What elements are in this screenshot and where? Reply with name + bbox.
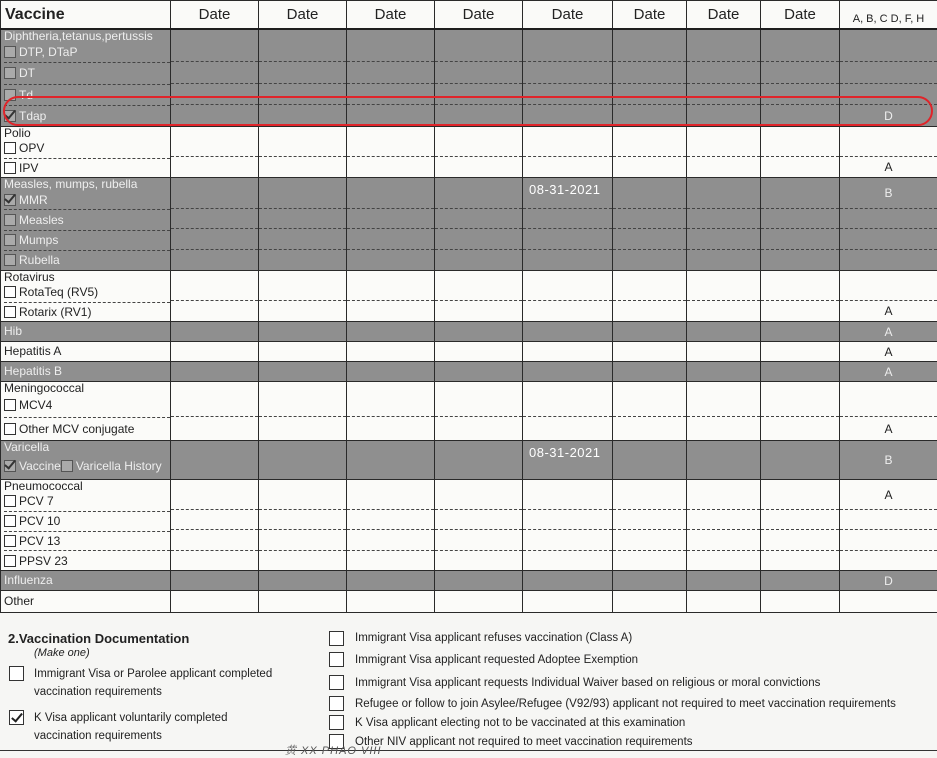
- date-cell[interactable]: [523, 127, 613, 178]
- requirement-code-cell: [840, 480, 937, 571]
- vaccine-header: Vaccine: [1, 1, 171, 30]
- date-cell[interactable]: [761, 178, 840, 271]
- date-cell[interactable]: [435, 480, 523, 571]
- vaccine-option-label: Measles: [19, 213, 64, 227]
- header-row: [1, 1, 937, 30]
- vaccine-name-cell: [1, 271, 171, 322]
- requirement-code: D: [840, 574, 937, 588]
- date-cell[interactable]: [259, 382, 347, 441]
- date-cell[interactable]: [347, 178, 435, 271]
- date-cell[interactable]: [761, 342, 840, 362]
- vaccine-group-title: Rotavirus: [4, 271, 170, 283]
- requirement-code: B: [840, 453, 937, 467]
- date-cell[interactable]: [259, 480, 347, 571]
- date-cell[interactable]: [687, 382, 761, 441]
- date-cell[interactable]: [523, 571, 613, 591]
- date-cell[interactable]: [613, 571, 687, 591]
- date-cell[interactable]: [613, 382, 687, 441]
- vaccine-checkbox[interactable]: [4, 306, 16, 318]
- handwritten-mark: 黄 XX PHAO VIII: [285, 742, 382, 758]
- date-cell[interactable]: [347, 362, 435, 382]
- date-cell[interactable]: [613, 591, 687, 613]
- date-cell[interactable]: [687, 29, 761, 127]
- vaccine-checkbox[interactable]: [4, 46, 16, 58]
- vaccine-name-cell: [1, 342, 171, 362]
- date-cell[interactable]: [613, 480, 687, 571]
- vaccine-option: [4, 302, 170, 322]
- date-value: 08-31-2021: [529, 182, 601, 197]
- date-cell[interactable]: [761, 322, 840, 342]
- date-cell[interactable]: [761, 271, 840, 322]
- vaccine-group-title: Measles, mumps, rubella: [4, 178, 170, 190]
- date-value: 08-31-2021: [529, 445, 601, 460]
- codes-header: A, B, C D, F, H: [840, 1, 937, 30]
- vaccine-group-title: Polio: [4, 127, 170, 139]
- vaccine-name-cell: [1, 127, 171, 178]
- requirement-code: D: [840, 109, 937, 123]
- date-cell[interactable]: [347, 127, 435, 178]
- date-cell[interactable]: [347, 342, 435, 362]
- immigrant-completed-checkbox[interactable]: [9, 666, 24, 681]
- date-cell[interactable]: [523, 322, 613, 342]
- date-cell[interactable]: [523, 382, 613, 441]
- vaccine-group-title: Pneumococcal: [4, 480, 170, 492]
- date-cell[interactable]: [613, 441, 687, 480]
- vaccine-option: [4, 492, 170, 511]
- vaccine-name-cell: [1, 322, 171, 342]
- requirement-code: B: [840, 186, 937, 200]
- requirement-code: A: [840, 160, 937, 174]
- vaccine-group-title: Hib: [4, 322, 170, 341]
- date-cell[interactable]: [171, 591, 259, 613]
- date-header: Date: [347, 1, 435, 30]
- k-visa-electing-label: K Visa applicant electing not to be vaccinated at this examination: [355, 714, 685, 732]
- vaccine-group-varicella: [1, 441, 937, 480]
- vaccine-group-other: [1, 591, 937, 613]
- vaccine-group-title: Varicella: [4, 441, 170, 453]
- date-cell[interactable]: [171, 480, 259, 571]
- vaccine-group-rota: [1, 271, 937, 322]
- vaccine-name-cell: [1, 382, 171, 441]
- vaccine-group-title: Hepatitis A: [4, 342, 170, 361]
- date-cell[interactable]: [523, 441, 613, 480]
- vaccine-option: [4, 531, 170, 551]
- date-cell[interactable]: [435, 571, 523, 591]
- date-cell[interactable]: [347, 322, 435, 342]
- vaccine-option-label: Mumps: [19, 233, 58, 247]
- date-cell[interactable]: [259, 178, 347, 271]
- vaccine-option-label: DTP, DTaP: [19, 45, 77, 59]
- date-cell[interactable]: [347, 29, 435, 127]
- date-cell[interactable]: [347, 480, 435, 571]
- vaccine-option-label: Varicella History: [76, 459, 162, 473]
- date-cell[interactable]: [171, 127, 259, 178]
- requirement-code: A: [840, 422, 937, 436]
- date-cell[interactable]: [613, 29, 687, 127]
- vaccine-group-title: Meningococcal: [4, 382, 170, 394]
- vaccine-option: [4, 105, 170, 126]
- date-cell[interactable]: [171, 362, 259, 382]
- date-cell[interactable]: [259, 127, 347, 178]
- date-header: Date: [523, 1, 613, 30]
- date-cell[interactable]: [347, 441, 435, 480]
- vaccine-option-label: OPV: [19, 141, 44, 155]
- date-cell[interactable]: [347, 271, 435, 322]
- vaccine-checkbox[interactable]: [4, 399, 16, 411]
- vaccination-documentation-section: [0, 626, 937, 755]
- date-cell[interactable]: [259, 591, 347, 613]
- vaccine-checkbox[interactable]: [4, 110, 16, 122]
- date-cell[interactable]: [761, 480, 840, 571]
- date-cell[interactable]: [687, 591, 761, 613]
- date-cell[interactable]: [687, 342, 761, 362]
- date-cell[interactable]: [259, 29, 347, 127]
- vaccine-checkbox[interactable]: [4, 460, 16, 472]
- requirement-code-cell: [840, 591, 937, 613]
- date-header: Date: [259, 1, 347, 30]
- date-cell[interactable]: [687, 480, 761, 571]
- requirement-code: A: [840, 488, 937, 502]
- vaccine-checkbox[interactable]: [4, 89, 16, 101]
- k-visa-electing-checkbox[interactable]: [329, 715, 344, 730]
- requirement-code-cell: [840, 271, 937, 322]
- date-cell[interactable]: [613, 362, 687, 382]
- requirement-code-cell: [840, 382, 937, 441]
- date-cell[interactable]: [171, 441, 259, 480]
- date-cell[interactable]: [347, 571, 435, 591]
- k-visa-completed-label: K Visa applicant voluntarily completed vaccination requirements: [34, 709, 274, 745]
- date-header: Date: [613, 1, 687, 30]
- vaccine-option-label: Other MCV conjugate: [19, 422, 134, 436]
- k-visa-completed-checkbox[interactable]: [9, 710, 24, 725]
- bottom-border: [0, 750, 937, 751]
- vaccine-group-title: Other: [4, 591, 170, 612]
- requirement-code-cell: [840, 127, 937, 178]
- date-cell[interactable]: [613, 127, 687, 178]
- requirement-code: A: [840, 365, 937, 379]
- requirement-code-cell: [840, 29, 937, 127]
- vaccine-name-cell: [1, 362, 171, 382]
- requirement-code-cell: [840, 441, 937, 480]
- date-header: Date: [687, 1, 761, 30]
- vaccine-checkbox[interactable]: [4, 67, 16, 79]
- vaccine-checkbox[interactable]: [4, 234, 16, 246]
- vaccine-checkbox[interactable]: [4, 423, 16, 435]
- vaccine-option-label: PCV 13: [19, 534, 60, 548]
- date-cell[interactable]: [171, 178, 259, 271]
- date-cell[interactable]: [435, 271, 523, 322]
- vaccine-checkbox[interactable]: [4, 495, 16, 507]
- date-cell[interactable]: [761, 382, 840, 441]
- vaccine-group-hepb: [1, 362, 937, 382]
- date-cell[interactable]: [761, 441, 840, 480]
- vaccine-option: [4, 511, 170, 531]
- date-cell[interactable]: [523, 362, 613, 382]
- vaccine-option: [4, 550, 170, 570]
- vaccine-group-hepa: [1, 342, 937, 362]
- vaccine-option: [4, 139, 170, 158]
- date-cell[interactable]: [687, 178, 761, 271]
- vaccine-option-label: PCV 7: [19, 494, 54, 508]
- refugee-checkbox[interactable]: [329, 696, 344, 711]
- date-cell[interactable]: [347, 591, 435, 613]
- refugee-label: Refugee or follow to join Asylee/Refugee (V92/93) applicant not required to meet vaccination requirements: [355, 695, 896, 713]
- section-title: 2.Vaccination Documentation: [8, 631, 189, 646]
- date-cell[interactable]: [613, 271, 687, 322]
- date-cell[interactable]: [435, 382, 523, 441]
- individual-waiver-checkbox[interactable]: [329, 675, 344, 690]
- date-cell[interactable]: [761, 571, 840, 591]
- date-cell[interactable]: [171, 271, 259, 322]
- vaccine-checkbox[interactable]: [4, 286, 16, 298]
- date-cell[interactable]: [687, 571, 761, 591]
- date-cell[interactable]: [687, 271, 761, 322]
- date-header: Date: [761, 1, 840, 30]
- other-niv-label: Other NIV applicant not required to meet vaccination requirements: [355, 733, 693, 751]
- requirement-code-cell: [840, 571, 937, 591]
- vaccine-option: [4, 84, 170, 105]
- vaccine-option: [4, 62, 170, 83]
- vaccine-option: [4, 158, 170, 178]
- requirement-code-cell: [840, 342, 937, 362]
- date-cell[interactable]: [435, 178, 523, 271]
- vaccine-group-title: Diphtheria,tetanus,pertussis: [4, 30, 170, 42]
- vaccine-group-hib: [1, 322, 937, 342]
- vaccine-checkbox[interactable]: [4, 555, 16, 567]
- vaccine-option: [4, 394, 170, 417]
- refuses-vaccination-label: Immigrant Visa applicant refuses vaccination (Class A): [355, 629, 632, 647]
- date-cell[interactable]: [523, 342, 613, 362]
- vaccine-checkbox[interactable]: [4, 142, 16, 154]
- date-cell[interactable]: [687, 322, 761, 342]
- vaccine-option-label: PCV 10: [19, 514, 60, 528]
- vaccine-group-title: Hepatitis B: [4, 362, 170, 381]
- date-cell[interactable]: [435, 441, 523, 480]
- vaccine-name-cell: [1, 178, 171, 271]
- vaccine-group-dtp: [1, 29, 937, 127]
- vaccine-option-label: MMR: [19, 193, 48, 207]
- date-cell[interactable]: [435, 29, 523, 127]
- vaccine-option: [4, 417, 170, 441]
- vaccine-name-cell: [1, 480, 171, 571]
- date-cell[interactable]: [259, 271, 347, 322]
- date-cell[interactable]: [435, 127, 523, 178]
- vaccine-option-label: Rotarix (RV1): [19, 305, 91, 319]
- vaccine-option-label: Td: [19, 88, 33, 102]
- adoptee-exemption-label: Immigrant Visa applicant requested Adoptee Exemption: [355, 651, 638, 669]
- vaccine-option: [4, 453, 170, 479]
- vaccine-body: [1, 29, 937, 613]
- vaccine-group-pneumo: [1, 480, 937, 571]
- requirement-code: A: [840, 345, 937, 359]
- requirement-code: A: [840, 325, 937, 339]
- vaccine-option-label: Vaccine: [19, 459, 61, 473]
- vaccine-option: [4, 283, 170, 302]
- vaccine-option: [4, 230, 170, 250]
- vaccine-group-influenza: [1, 571, 937, 591]
- date-cell[interactable]: [523, 29, 613, 127]
- vaccine-name-cell: [1, 591, 171, 613]
- date-cell[interactable]: [761, 29, 840, 127]
- date-cell[interactable]: [171, 382, 259, 441]
- date-cell[interactable]: [761, 127, 840, 178]
- vaccine-checkbox[interactable]: [4, 162, 16, 174]
- date-cell[interactable]: [171, 571, 259, 591]
- requirement-code: A: [840, 304, 937, 318]
- vaccine-option-label: DT: [19, 66, 35, 80]
- vaccine-option-label: Tdap: [19, 109, 46, 123]
- date-cell[interactable]: [523, 591, 613, 613]
- vaccine-option-label: IPV: [19, 161, 38, 175]
- vaccine-option: [4, 250, 170, 270]
- date-cell[interactable]: [259, 441, 347, 480]
- date-cell[interactable]: [435, 591, 523, 613]
- date-cell[interactable]: [523, 271, 613, 322]
- vaccine-name-cell: [1, 441, 171, 480]
- date-header: Date: [435, 1, 523, 30]
- requirement-code-cell: [840, 362, 937, 382]
- date-cell[interactable]: [171, 342, 259, 362]
- date-cell[interactable]: [435, 362, 523, 382]
- date-cell[interactable]: [761, 362, 840, 382]
- date-cell[interactable]: [523, 480, 613, 571]
- vaccine-checkbox[interactable]: [61, 460, 73, 472]
- immigrant-completed-label: Immigrant Visa or Parolee applicant completed vaccination requirements: [34, 665, 274, 701]
- requirement-code-cell: [840, 178, 937, 271]
- vaccine-checkbox[interactable]: [4, 194, 16, 206]
- vaccine-option: [4, 190, 170, 209]
- vaccine-option: [4, 209, 170, 229]
- date-cell[interactable]: [259, 342, 347, 362]
- date-cell[interactable]: [687, 441, 761, 480]
- date-cell[interactable]: [613, 342, 687, 362]
- vaccine-group-polio: [1, 127, 937, 178]
- vaccine-group-mening: [1, 382, 937, 441]
- vaccine-checkbox[interactable]: [4, 254, 16, 266]
- section-subtitle: (Make one): [34, 647, 90, 659]
- vaccine-checkbox[interactable]: [4, 535, 16, 547]
- requirement-code-cell: [840, 322, 937, 342]
- date-cell[interactable]: [259, 571, 347, 591]
- date-cell[interactable]: [435, 342, 523, 362]
- date-cell[interactable]: [259, 322, 347, 342]
- vaccine-option-label: MCV4: [19, 398, 52, 412]
- date-cell[interactable]: [523, 178, 613, 271]
- vaccine-checkbox[interactable]: [4, 214, 16, 226]
- refuses-vaccination-checkbox[interactable]: [329, 631, 344, 646]
- date-cell[interactable]: [347, 382, 435, 441]
- vaccine-option-label: RotaTeq (RV5): [19, 285, 98, 299]
- vaccine-name-cell: [1, 571, 171, 591]
- individual-waiver-label: Immigrant Visa applicant requests Individual Waiver based on religious or moral convictions: [355, 674, 820, 692]
- vaccine-option-label: PPSV 23: [19, 554, 68, 568]
- vaccine-option: [4, 42, 170, 62]
- date-cell[interactable]: [687, 362, 761, 382]
- date-cell[interactable]: [259, 362, 347, 382]
- vaccine-checkbox[interactable]: [4, 515, 16, 527]
- date-cell[interactable]: [613, 178, 687, 271]
- date-cell[interactable]: [613, 322, 687, 342]
- date-cell[interactable]: [171, 29, 259, 127]
- date-cell[interactable]: [687, 127, 761, 178]
- date-cell[interactable]: [761, 591, 840, 613]
- vaccine-group-mmr: [1, 178, 937, 271]
- adoptee-exemption-checkbox[interactable]: [329, 652, 344, 667]
- vaccine-option-label: Rubella: [19, 253, 60, 267]
- date-cell[interactable]: [435, 322, 523, 342]
- date-cell[interactable]: [171, 322, 259, 342]
- vaccine-name-cell: [1, 29, 171, 127]
- date-header: Date: [171, 1, 259, 30]
- vaccine-group-title: Influenza: [4, 571, 170, 590]
